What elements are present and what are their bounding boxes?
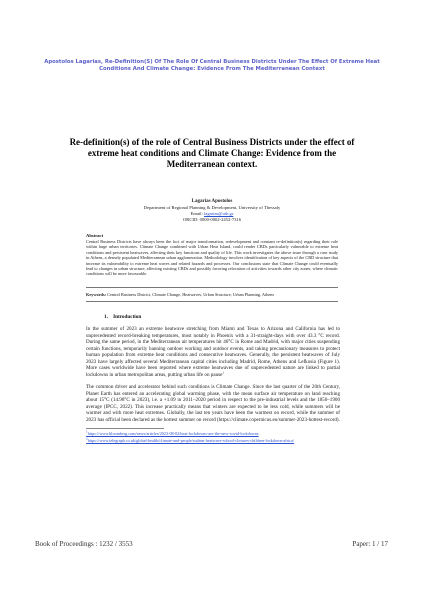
author-affiliation: Department of Regional Planning & Development, University of Thessaly bbox=[143, 205, 281, 210]
footnote-1-link[interactable]: https://www.bloomberg.com/news/articles/2023-08-02/heat-lockdowns-are-the-new-covid-lockdowns bbox=[87, 431, 259, 436]
running-head: Apostolos Lagarias, Re-Definition(S) Of The Role Of Central Business Districts Under The Effect Of Extreme Heat Conditions And Climate Change: Evidence From The Mediterranean Context bbox=[44, 59, 380, 73]
footnote-2-link[interactable]: https://www.telegraph.co.uk/global-health/climate-and-people/sudans-heatwave-school-closures-children-lockdown-africa/ bbox=[87, 438, 295, 443]
keywords-top-divider bbox=[86, 287, 338, 288]
email-label: Email: bbox=[190, 211, 203, 217]
footnote-1[interactable] bbox=[86, 431, 340, 436]
page-number-footer: Paper: 1 / 17 bbox=[352, 540, 388, 548]
section-number: 1. bbox=[104, 314, 108, 320]
section-title: Introduction bbox=[113, 314, 142, 320]
author-email-link[interactable]: lagarias@uth.gr bbox=[204, 211, 234, 217]
keywords-text: Central Business District, Climate Change, Heatwaves, Urban Structure, Urban Planning, Athens bbox=[107, 292, 275, 297]
keywords-line: Keywords: Central Business District, Climate Change, Heatwaves, Urban Structure, Urban Planning, Athens bbox=[86, 292, 275, 297]
keywords-label: Keywords bbox=[86, 292, 105, 297]
author-name: Lagarias Apostolos bbox=[191, 199, 233, 204]
section-heading bbox=[104, 314, 141, 320]
paragraph-2: The common driver and accelerator behind such conditions is Climate Change. Since the last quarter of the 20th Century, Planet Earth has entered an accelerating global warming phase, with the mean surface air temperature on land reaching about 15°C (14.98°C in 2023), i.e. a +1.09 in 2011–2020 period in respect to the pre-industrial levels and the 1850–1900 average (IPCC, 2022). This increase practically means that winters are expected to be less cold, while summers will be warmer and with more heat extremes. Globally, the last ten years have been the warmest on record, while the summer of 2023 has official been declared as the hottest summer on record (https://climate.copernicus.eu/summer-2023-hottest-record). bbox=[86, 384, 340, 423]
abstract-heading: Abstract bbox=[86, 233, 104, 238]
author-orcid: ORCID: 0000-0002-2452-7316 bbox=[182, 217, 242, 223]
keywords-bottom-divider bbox=[86, 301, 338, 302]
abstract-text: Central Business Districts have always been the foci of major transformation, redevelopment and constant re-definition(s) regarding their role within large urban territories. Climate Change combined with Urban Heat Island, could render CBDs particularly vulnerable to extreme heat conditions and persistent heatwaves, affecting their key functions and quality of life. This work investigates the above issue through a case study in Athens, a densely populated Mediterranean urban agglomeration. Methodology involves identification of key aspects of the CBD structure that increase its vulnerability to extreme heat waves and related hazards and processes. Our conclusions state that Climate Change could eventually lead to changes in urban structure, affecting existing CBDs and possibly favoring relocation of activities towards other city zones, where climatic conditions will be more favourable. bbox=[86, 239, 338, 277]
footnote-divider bbox=[86, 428, 164, 429]
footnote-mark-1: 1 bbox=[222, 369, 225, 374]
paragraph-1 bbox=[86, 326, 340, 378]
paper-title: Re-definition(s) of the role of Central Business Districts under the effect of extreme heat conditions and Climate Change: Evidence from the Mediterranean context. bbox=[69, 137, 355, 170]
paragraph-1-text: In the summer of 2023 an extreme heatwave stretching from Miami and Texas to Arizona and California has led to unprecedented record-breaking temperatures, most notably in Phoenix with a 31-straight-days with over 43.3 °C record. During the same period, in the Mediterranean air temperatures hit 46°C in Rome and Madrid, with major cities suspending certain functions, temporarily banning outdoor working and outdoor events, and taking precautionary measures to protect human population from extreme heat conditions and consecutive heatwaves. Generally, the persistent heatwaves of July 2023 have largely affected several Mediterranean capital cities including Madrid, Rome, Athens and Lefkosia (Figure 1). More cases worldwide have been reported where extreme heatwaves due of unprecedented nature are linked to partial lockdowns in urban metropolitan areas, putting urban life on pause bbox=[86, 326, 340, 378]
footnote-2[interactable] bbox=[86, 438, 340, 443]
proceedings-footer: Book of Proceedings : 1232 / 3553 bbox=[35, 540, 133, 548]
author-block bbox=[100, 198, 324, 224]
footnote-1-mark: 1 bbox=[86, 429, 88, 434]
footnote-2-mark: 2 bbox=[86, 436, 88, 441]
